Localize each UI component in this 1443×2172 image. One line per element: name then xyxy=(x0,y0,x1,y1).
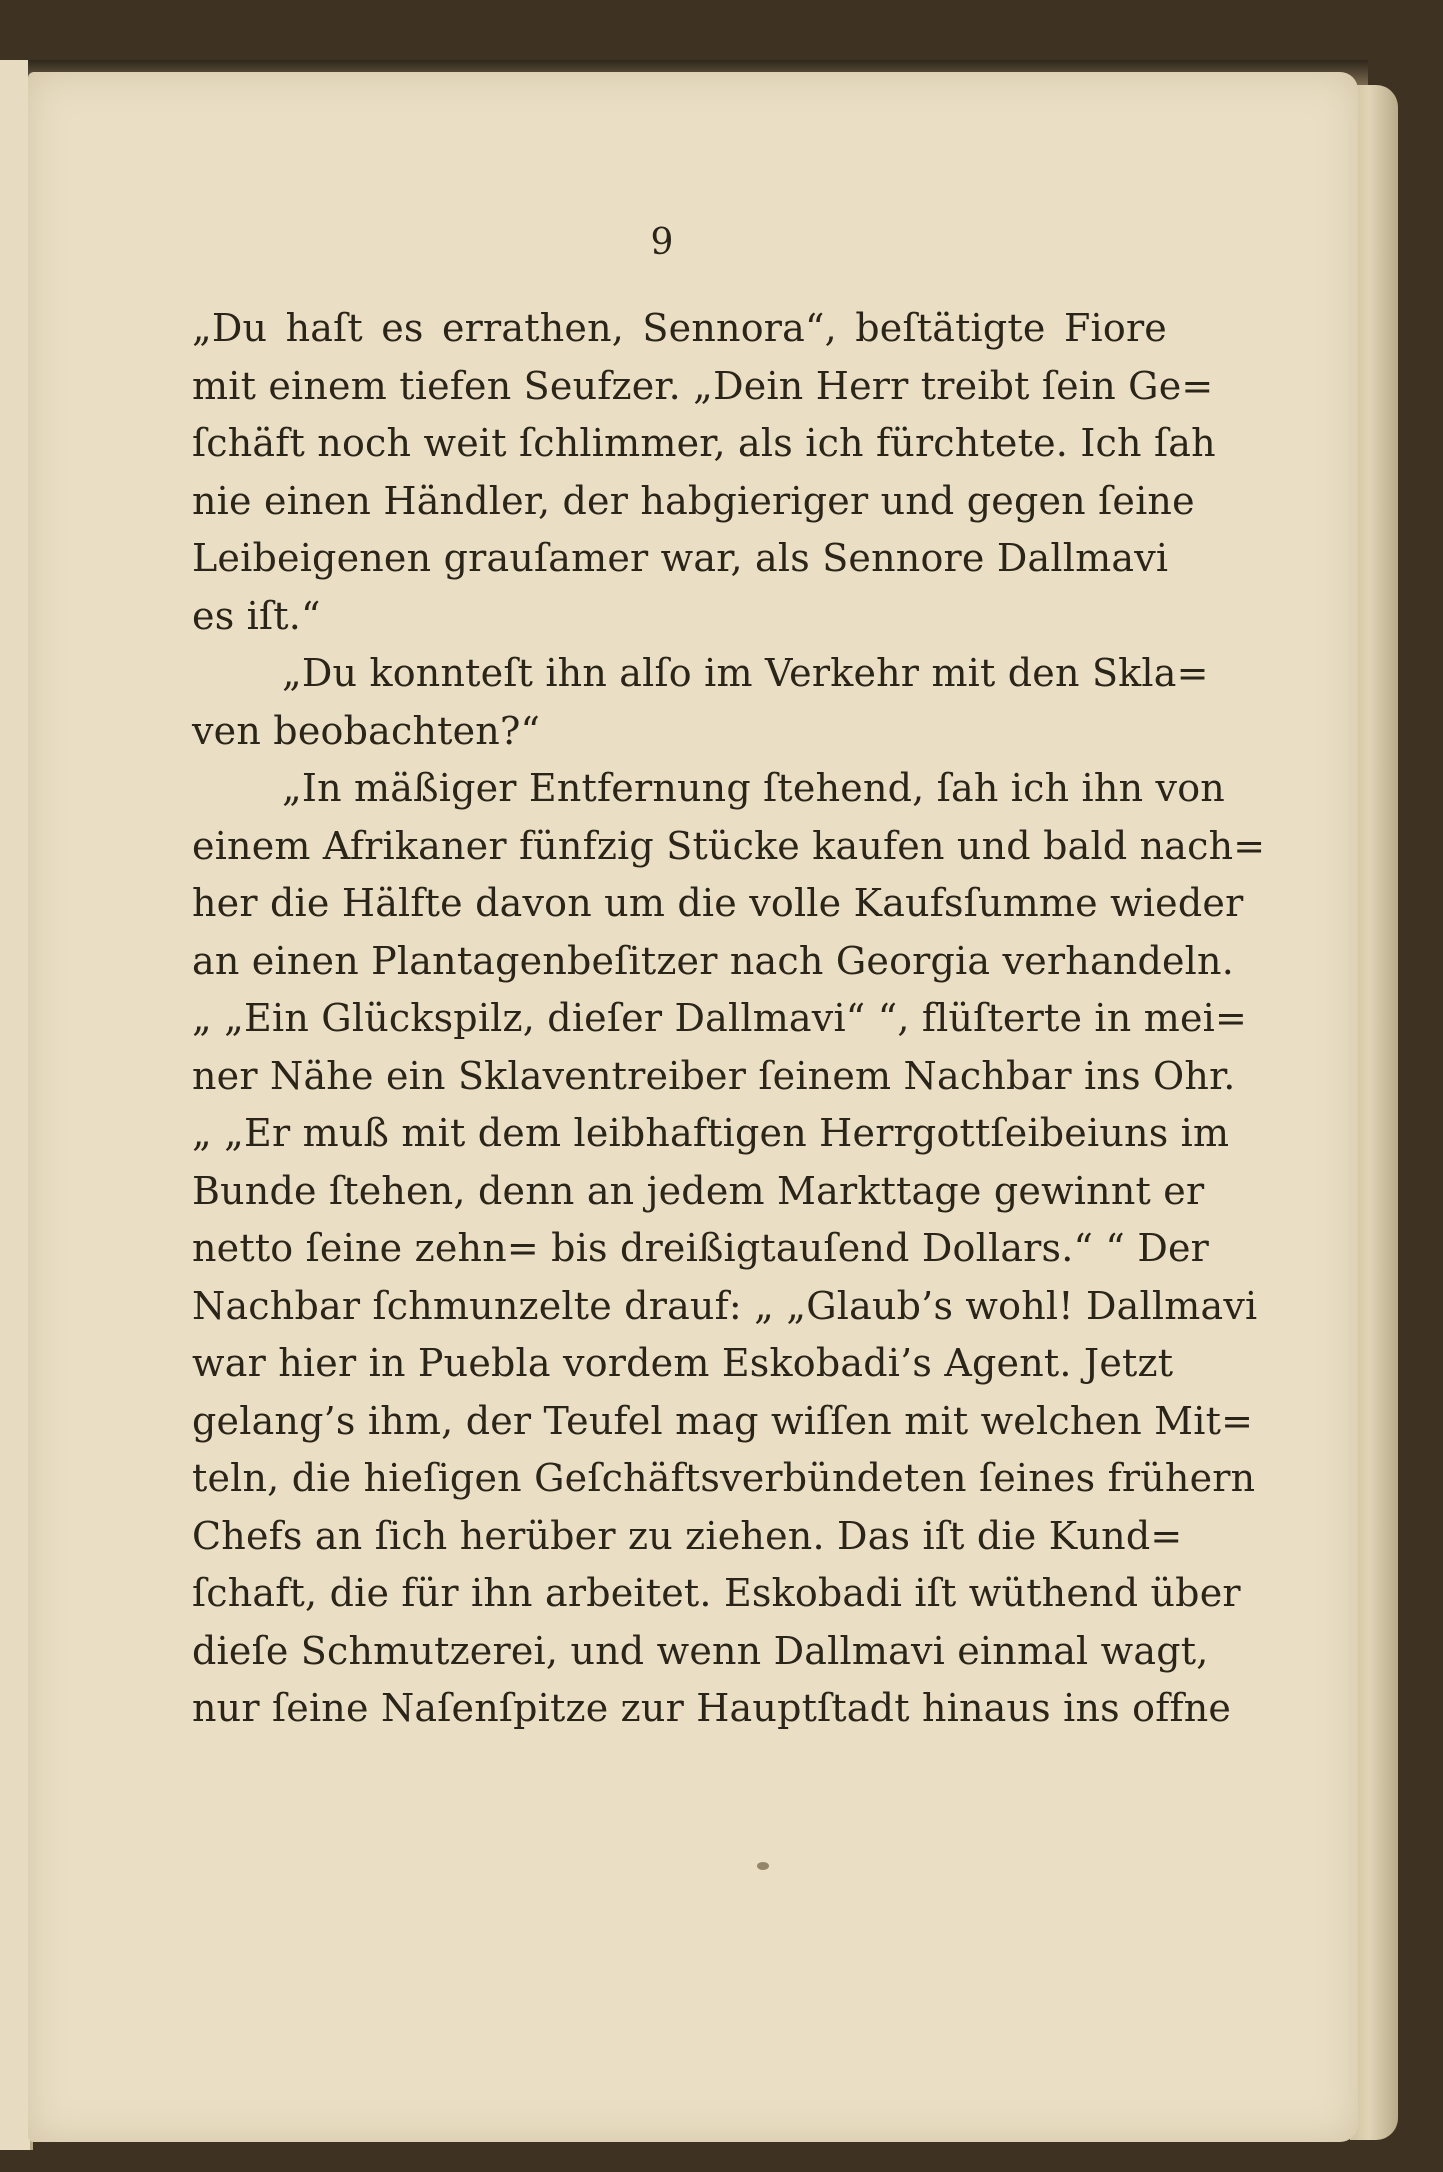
text-line: „Du konnteſt ihn alſo im Verkehr mit den Skla= xyxy=(282,651,1209,695)
text-line: ner Nähe ein Sklaventreiber ſeinem Nachbar ins Ohr. xyxy=(192,1053,1236,1098)
text-line: „Du haſt es errathen, Sennora“, beſtätigte Fiore xyxy=(192,306,1167,350)
text-line: Bunde ſtehen, denn an jedem Markttage gewinnt er xyxy=(192,1168,1205,1213)
body-text xyxy=(192,300,1266,1738)
text-line: netto ſeine zehn= bis dreißigtauſend Dollars.“ “ Der xyxy=(192,1226,1210,1270)
text-line: ven beobachten?“ xyxy=(192,708,541,753)
text-line: „ „Er muß mit dem leibhaftigen Herrgottſeibeiuns im xyxy=(192,1111,1230,1155)
text-line: an einen Plantagenbeſitzer nach Georgia verhandeln. xyxy=(192,938,1234,983)
text-line: „ „Ein Glückspilz, dieſer Dallmavi“ “, flüſterte in mei= xyxy=(192,996,1248,1040)
text-line: „In mäßiger Entfernung ſtehend, ſah ich ihn von xyxy=(282,766,1225,810)
text-line: teln, die hieſigen Geſchäftsverbündeten ſeines frühern xyxy=(192,1456,1256,1500)
text-line: Leibeigenen grauſamer war, als Sennore Dallmavi xyxy=(192,536,1169,580)
ink-speck xyxy=(757,1862,769,1870)
text-line: es iſt.“ xyxy=(192,593,321,638)
text-line: ſchaft, die für ihn arbeitet. Eskobadi iſt wüthend über xyxy=(192,1571,1241,1615)
text-line: Chefs an ſich herüber zu ziehen. Das iſt die Kund= xyxy=(192,1513,1183,1558)
text-line: ſchäft noch weit ſchlimmer, als ich fürchtete. Ich ſah xyxy=(192,421,1216,465)
text-line: nie einen Händler, der habgieriger und gegen ſeine xyxy=(192,478,1195,523)
text-line: mit einem tiefen Seufzer. „Dein Herr treibt ſein Ge= xyxy=(192,363,1214,408)
text-line: gelang’s ihm, der Teufel mag wiſſen mit welchen Mit= xyxy=(192,1398,1254,1443)
text-line: her die Hälfte davon um die volle Kaufsſumme wieder xyxy=(192,881,1244,925)
text-line: dieſe Schmutzerei, und wenn Dallmavi einmal wagt, xyxy=(192,1628,1209,1673)
page-number: 9 xyxy=(650,222,674,263)
text-line: einem Afrikaner fünfzig Stücke kaufen und bald nach= xyxy=(192,823,1266,868)
text-line: war hier in Puebla vordem Eskobadi’s Agent. Jetzt xyxy=(192,1341,1174,1385)
text-line: nur ſeine Naſenſpitze zur Hauptſtadt hinaus ins offne xyxy=(192,1686,1232,1730)
text-line: Nachbar ſchmunzelte drauf: „ „Glaub’s wohl! Dallmavi xyxy=(192,1283,1258,1328)
